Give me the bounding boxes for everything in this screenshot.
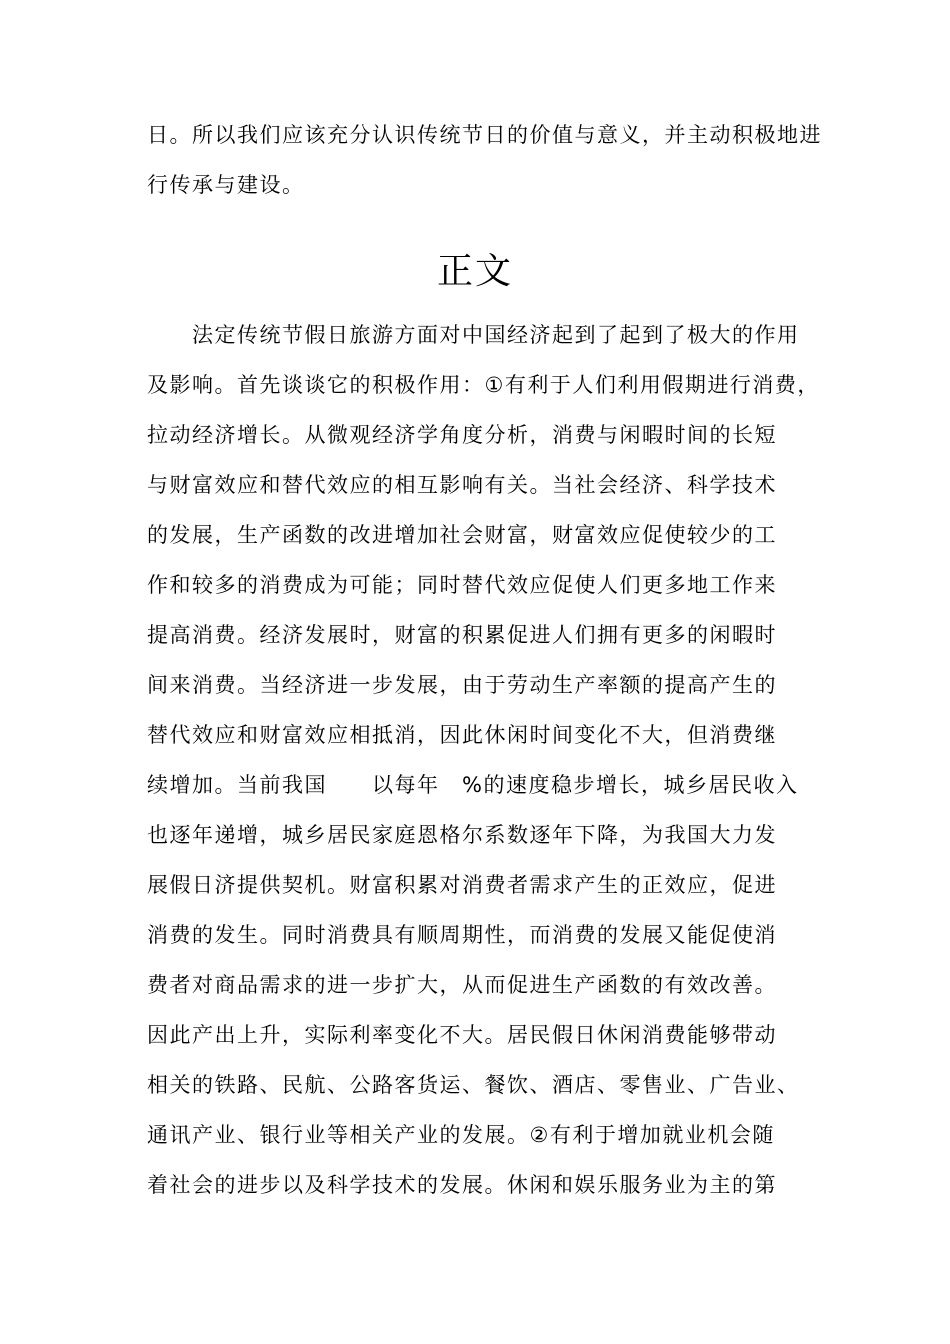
body-line-10: 续增加。当前我国 以每年 %的速度稳步增长，城乡居民收入 (147, 773, 799, 797)
body-line-18: 着社会的进步以及科学技术的发展。休闲和娱乐服务业为主的第 (147, 1173, 777, 1197)
body-line-5: 的发展，生产函数的改进增加社会财富，财富效应促使较少的工 (147, 523, 777, 547)
body-line-11: 也逐年递增，城乡居民家庭恩格尔系数逐年下降，为我国大力发 (147, 823, 777, 847)
body-line-7: 提高消费。经济发展时，财富的积累促进人们拥有更多的闲暇时 (147, 623, 777, 647)
body-line-17: 通讯产业、银行业等相关产业的发展。②有利于增加就业机会随 (147, 1123, 775, 1147)
body-line-9: 替代效应和财富效应相抵消，因此休闲时间变化不大，但消费继 (147, 723, 777, 747)
body-line-15: 因此产出上升，实际利率变化不大。居民假日休闲消费能够带动 (147, 1023, 777, 1047)
section-heading: 正文 (436, 251, 513, 292)
body-line-12: 展假日济提供契机。财富积累对消费者需求产生的正效应，促进 (147, 873, 777, 897)
body-line-1: 法定传统节假日旅游方面对中国经济起到了起到了极大的作用 (147, 323, 800, 347)
body-line-3: 拉动经济增长。从微观经济学角度分析，消费与闲暇时间的长短 (147, 423, 777, 447)
intro-line-2: 行传承与建设。 (147, 173, 305, 197)
body-line-13: 消费的发生。同时消费具有顺周期性，而消费的发展又能促使消 (147, 923, 777, 947)
body-line-16: 相关的铁路、民航、公路客货运、餐饮、酒店、零售业、广告业、 (147, 1073, 800, 1097)
body-line-8: 间来消费。当经济进一步发展，由于劳动生产率额的提高产生的 (147, 673, 777, 697)
body-line-6: 作和较多的消费成为可能；同时替代效应促使人们更多地工作来 (147, 573, 777, 597)
body-line-4: 与财富效应和替代效应的相互影响有关。当社会经济、科学技术 (147, 473, 777, 497)
body-line-2: 及影响。首先谈谈它的积极作用：①有利于人们利用假期进行消费， (147, 373, 820, 397)
body-line-14: 费者对商品需求的进一步扩大，从而促进生产函数的有效改善。 (147, 973, 777, 997)
intro-line-1: 日。所以我们应该充分认识传统节日的价值与意义，并主动积极地进 (147, 123, 822, 147)
